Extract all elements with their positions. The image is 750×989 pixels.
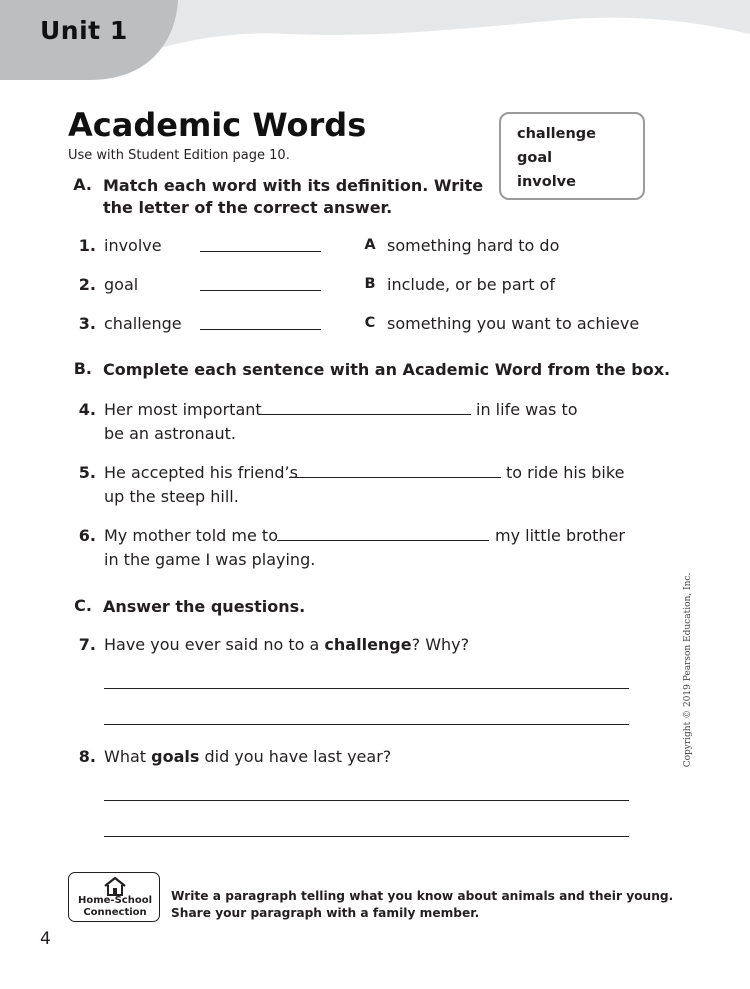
sentence-line2: be an astronaut. — [104, 424, 236, 443]
definition-letter: B — [364, 276, 376, 292]
subtitle: Use with Student Edition page 10. — [68, 148, 290, 163]
item-number: 3. — [78, 314, 96, 333]
copyright-notice: Copyright © 2019 Pearson Education, Inc. — [683, 572, 693, 768]
answer-blank[interactable] — [259, 414, 471, 415]
home-school-text — [171, 888, 673, 922]
item-number: 7. — [78, 635, 96, 654]
home-school-label — [69, 895, 161, 919]
answer-line[interactable] — [104, 688, 629, 689]
word-box-item: goal — [517, 150, 553, 166]
word-box — [499, 112, 645, 200]
unit-label: Unit 1 — [40, 16, 128, 45]
item-number: 4. — [78, 400, 96, 419]
question-text: did you have last year? — [199, 747, 392, 766]
section-a-instruction-line2: the letter of the correct answer. — [103, 198, 393, 217]
answer-line[interactable] — [104, 724, 629, 725]
match-word: challenge — [104, 314, 182, 333]
page-number: 4 — [40, 929, 51, 949]
definition-text: something hard to do — [387, 236, 560, 255]
match-word: involve — [104, 236, 162, 255]
answer-blank[interactable] — [289, 477, 501, 478]
answer-blank[interactable] — [200, 329, 321, 330]
header-wave — [150, 0, 750, 48]
question-keyword: goals — [151, 747, 200, 766]
section-a-instruction-line1: Match each word with its definition. Write — [103, 176, 484, 195]
sentence-after: in life was to — [476, 400, 578, 419]
section-b-instruction: Complete each sentence with an Academic Word from the box. — [103, 360, 671, 379]
word-box-item: involve — [517, 174, 576, 190]
item-number: 1. — [78, 236, 96, 255]
item-number: 8. — [78, 747, 96, 766]
question-keyword: challenge — [324, 635, 412, 654]
question-text: ? Why? — [411, 635, 470, 654]
answer-line[interactable] — [104, 836, 629, 837]
home-school-text-line1: Write a paragraph telling what you know about animals and their young. — [171, 889, 674, 903]
sentence-after: my little brother — [495, 526, 625, 545]
sentence-after: to ride his bike — [506, 463, 625, 482]
home-school-connection-box — [68, 872, 160, 922]
definition-text: include, or be part of — [387, 275, 555, 294]
section-c-instruction: Answer the questions. — [103, 597, 306, 616]
definition-letter: C — [364, 315, 376, 331]
sentence-line2: in the game I was playing. — [104, 550, 316, 569]
item-number: 5. — [78, 463, 96, 482]
home-school-label-line2: Connection — [83, 907, 147, 918]
match-word: goal — [104, 275, 139, 294]
sentence-before: Her most important — [104, 400, 262, 419]
definition-text: something you want to achieve — [387, 314, 640, 333]
definition-letter: A — [364, 237, 376, 253]
answer-blank[interactable] — [277, 540, 489, 541]
section-letter: B. — [73, 359, 92, 378]
home-school-label-line1: Home-School — [77, 895, 152, 906]
word-box-item: challenge — [517, 126, 597, 142]
question-7 — [104, 635, 469, 654]
item-number: 2. — [78, 275, 96, 294]
item-number: 6. — [78, 526, 96, 545]
answer-blank[interactable] — [200, 290, 321, 291]
sentence-line2: up the steep hill. — [104, 487, 239, 506]
question-text: What — [104, 747, 152, 766]
home-school-text-line2: Share your paragraph with a family member. — [171, 906, 480, 920]
section-letter: C. — [74, 596, 92, 615]
house-icon — [103, 876, 127, 896]
answer-blank[interactable] — [200, 251, 321, 252]
question-text: Have you ever said no to a — [104, 635, 325, 654]
sentence-before: He accepted his friend’s — [104, 463, 298, 482]
answer-line[interactable] — [104, 800, 629, 801]
page-title: Academic Words — [68, 106, 367, 144]
question-8 — [104, 747, 391, 766]
section-letter: A. — [73, 175, 92, 194]
sentence-before: My mother told me to — [104, 526, 278, 545]
